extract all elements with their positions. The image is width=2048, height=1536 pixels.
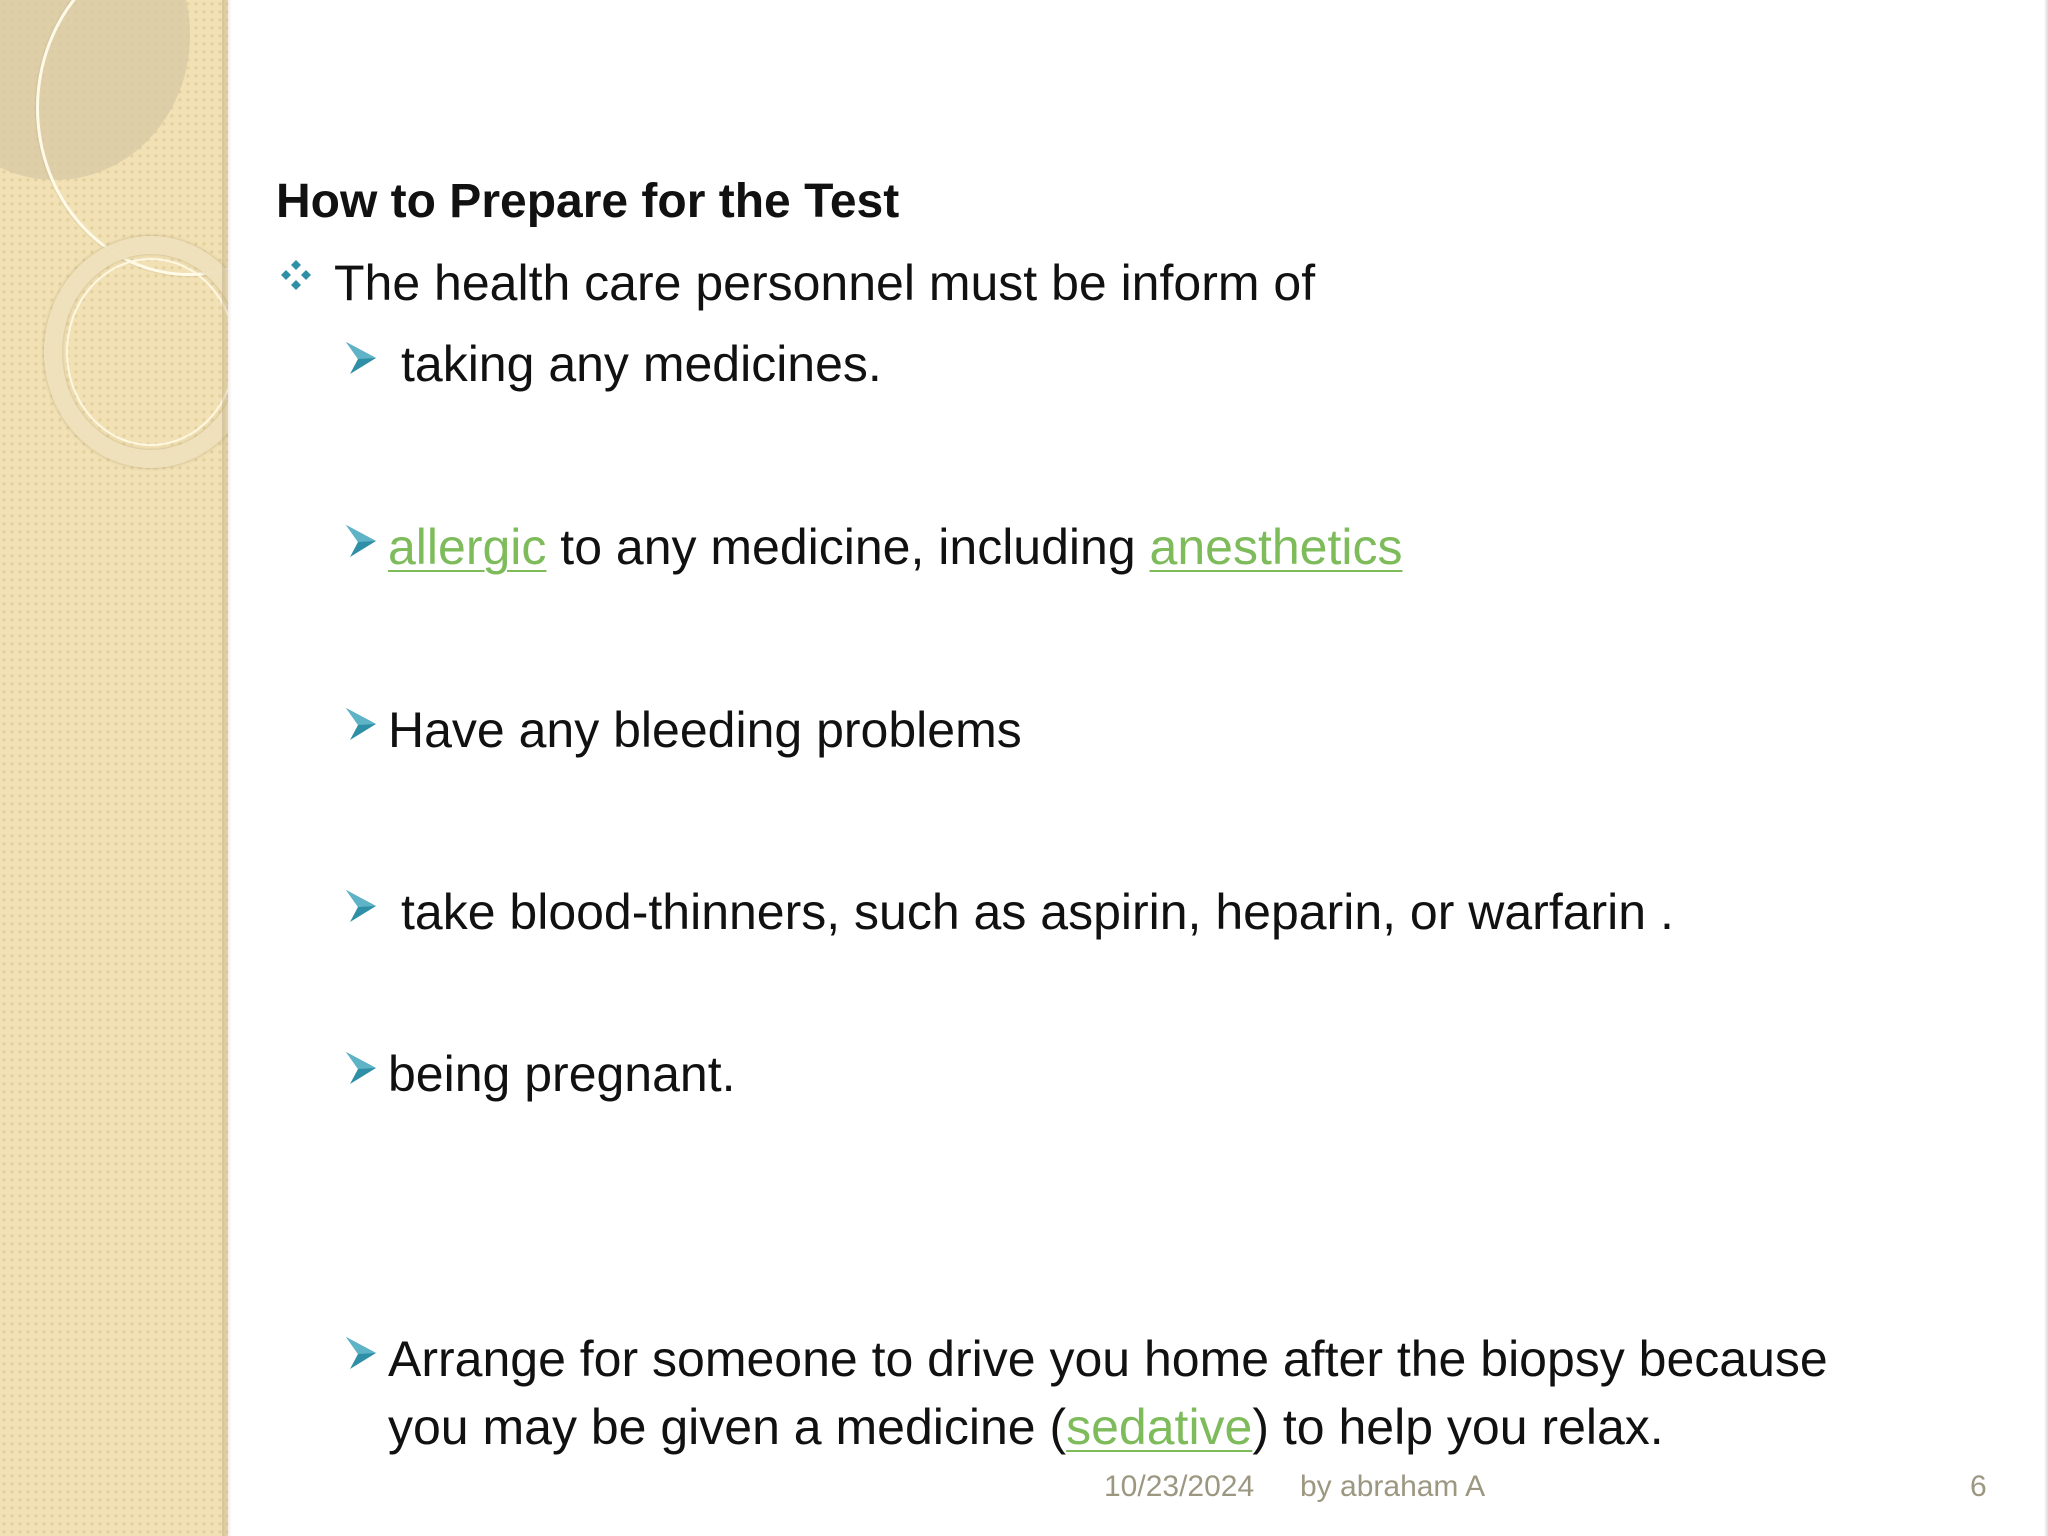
list-item-line-2-prefix: you may be given a medicine ( <box>388 1399 1067 1455</box>
footer-date: 10/23/2024 <box>1104 1470 1255 1503</box>
footer-author: by abraham A <box>1300 1470 1486 1503</box>
arrowhead-icon <box>344 1335 378 1371</box>
slide-heading: How to Prepare for the Test <box>276 175 900 228</box>
decorative-sidebar <box>0 0 228 1536</box>
list-item-line-1: Arrange for someone to drive you home after the biopsy because <box>388 1331 1828 1387</box>
list-item-text-middle: to any medicine, including <box>546 519 1150 575</box>
sedative-link[interactable]: sedative <box>1066 1399 1253 1455</box>
arrowhead-icon <box>344 523 378 559</box>
diamond-cluster-icon <box>278 258 314 294</box>
anesthetics-link[interactable]: anesthetics <box>1149 519 1403 575</box>
arrowhead-icon <box>344 340 378 376</box>
list-item-text: being pregnant. <box>388 1046 736 1102</box>
decorative-ring-inner <box>66 258 228 446</box>
allergic-link[interactable]: allergic <box>388 519 547 575</box>
list-item-text: Have any bleeding problems <box>388 702 1022 758</box>
slide-edge <box>2044 0 2048 1536</box>
decorative-ring-top <box>36 0 228 276</box>
list-item-text: taking any medicines. <box>401 336 882 392</box>
arrowhead-icon <box>344 706 378 742</box>
arrowhead-icon <box>344 1050 378 1086</box>
list-item-text <box>388 1325 1828 1461</box>
page-number: 6 <box>1970 1470 1987 1503</box>
arrowhead-icon <box>344 888 378 924</box>
list-item-text: take blood-thinners, such as aspirin, heparin, or warfarin . <box>401 884 1674 940</box>
sidebar-shadow <box>222 0 232 1536</box>
list-item-text <box>388 513 1402 581</box>
list-item-line-2-suffix: ) to help you relax. <box>1252 1399 1664 1455</box>
intro-text: The health care personnel must be inform of <box>334 255 1316 311</box>
